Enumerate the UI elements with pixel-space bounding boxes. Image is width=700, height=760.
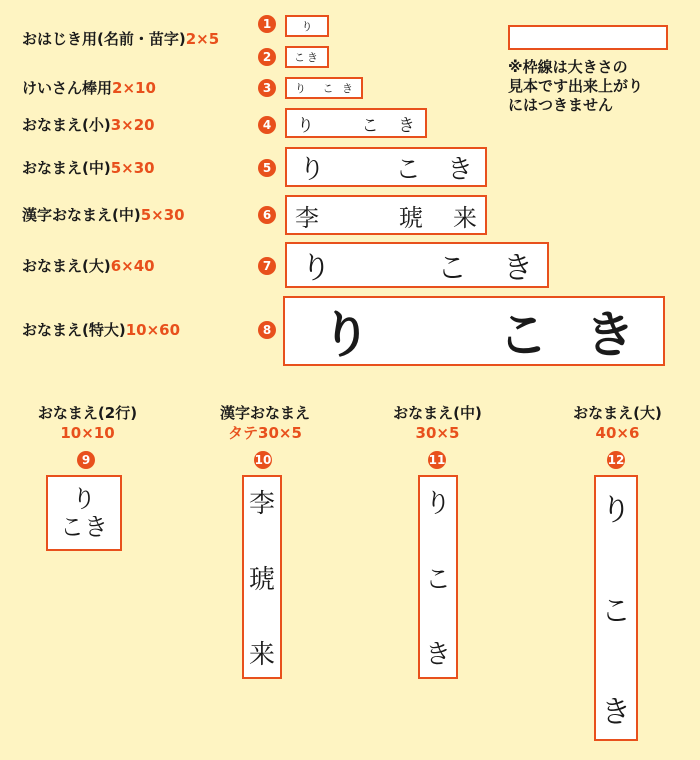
- vertical-9-header: [20, 403, 155, 443]
- row-5-stamp-sample: [285, 147, 487, 187]
- stamp-char: き: [503, 251, 533, 286]
- row-1-number-badge: 1: [258, 15, 276, 33]
- row-4-number-badge: 4: [258, 116, 276, 134]
- stamp-char: こ: [498, 306, 548, 364]
- row-7-stamp-sample: [285, 242, 549, 288]
- row-8-number-badge: 8: [258, 321, 276, 339]
- row-8-stamp-sample: [283, 296, 665, 366]
- row-4-stamp-sample: [285, 108, 427, 138]
- vertical-size: タテ30×5: [228, 424, 302, 442]
- row-8-label: おなまえ(特大)10×60: [22, 321, 181, 339]
- row-1-label: おはじき用(名前・苗字)2×5: [22, 30, 220, 48]
- stamp-char: き: [601, 695, 631, 730]
- stamp-char: こき: [294, 51, 320, 64]
- stamp-char: り: [297, 115, 314, 136]
- stamp-char: き: [585, 306, 635, 364]
- vertical-10-header: [190, 403, 340, 443]
- stamp-char: 来: [453, 203, 477, 232]
- vertical-12-header: [550, 403, 685, 443]
- note-line: 見本です出来上がり: [508, 77, 644, 95]
- vertical-10-number-badge: 10: [254, 453, 272, 467]
- stamp-char: こ: [394, 154, 421, 185]
- row-6-number-badge: 6: [258, 206, 276, 224]
- note-size-sample-box: [508, 25, 668, 50]
- stamp-char: 李: [295, 203, 319, 232]
- stamp-char: り: [301, 20, 313, 33]
- stamp-char: 琥: [248, 564, 275, 595]
- vertical-11-header: [370, 403, 505, 443]
- note-line: にはつきません: [508, 96, 614, 114]
- stamp-char: 琥: [399, 203, 423, 232]
- row-6-label: 漢字おなまえ(中)5×30: [22, 206, 185, 224]
- stamp-char: き: [424, 640, 451, 670]
- row-2-stamp-sample: [285, 46, 329, 68]
- row-7-label: おなまえ(大)6×40: [22, 257, 155, 275]
- vertical-size: 10×10: [60, 424, 115, 442]
- vertical-9-number-badge: 9: [77, 451, 95, 469]
- stamp-char: き: [398, 115, 415, 136]
- stamp-char: り: [601, 493, 631, 528]
- vertical-12-stamp-sample: [594, 475, 638, 741]
- stamp-char: こ: [437, 251, 467, 286]
- vertical-title: 漢字おなまえ: [219, 404, 310, 422]
- row-3-number-badge: 3: [258, 79, 276, 97]
- vertical-size: 30×5: [415, 424, 460, 442]
- vertical-9-stamp-sample: [46, 475, 122, 551]
- row-4-label: おなまえ(小)3×20: [22, 116, 155, 134]
- stamp-char: こ: [361, 115, 379, 136]
- stamp-char: り: [72, 485, 96, 513]
- stamp-char: き: [446, 154, 473, 185]
- stamp-char: こ: [424, 564, 451, 595]
- stamp-char: り: [301, 251, 331, 286]
- vertical-title: おなまえ(2行): [37, 404, 138, 422]
- note-line: ※枠線は大きさの: [508, 58, 628, 76]
- row-5-label: おなまえ(中)5×30: [22, 159, 155, 177]
- stamp-char: こき: [60, 513, 108, 541]
- row-5-number-badge: 5: [258, 159, 276, 177]
- row-2-number-badge: 2: [258, 48, 276, 66]
- vertical-11-number-badge: 11: [428, 453, 446, 467]
- vertical-10-stamp-sample: [242, 475, 282, 679]
- row-6-stamp-sample: [285, 195, 487, 235]
- vertical-11-stamp-sample: [418, 475, 458, 679]
- stamp-char: き: [342, 82, 353, 95]
- note-text: [508, 58, 643, 115]
- row-3-stamp-sample: [285, 77, 363, 99]
- vertical-title: おなまえ(中): [393, 404, 482, 422]
- stamp-char: り: [295, 82, 306, 95]
- stamp-char: り: [299, 154, 326, 185]
- stamp-char: 李: [248, 489, 275, 519]
- stamp-char: り: [321, 306, 371, 364]
- vertical-12-number-badge: 12: [607, 453, 625, 467]
- stamp-char: り: [424, 489, 451, 519]
- stamp-char: こ: [601, 594, 631, 629]
- stamp-char: 来: [248, 640, 275, 670]
- row-3-label: けいさん棒用2×10: [22, 79, 156, 97]
- stamp-char: こ: [322, 82, 334, 95]
- row-1-stamp-sample: [285, 15, 329, 37]
- vertical-title: おなまえ(大): [573, 404, 662, 422]
- vertical-size: 40×6: [595, 424, 640, 442]
- row-7-number-badge: 7: [258, 257, 276, 275]
